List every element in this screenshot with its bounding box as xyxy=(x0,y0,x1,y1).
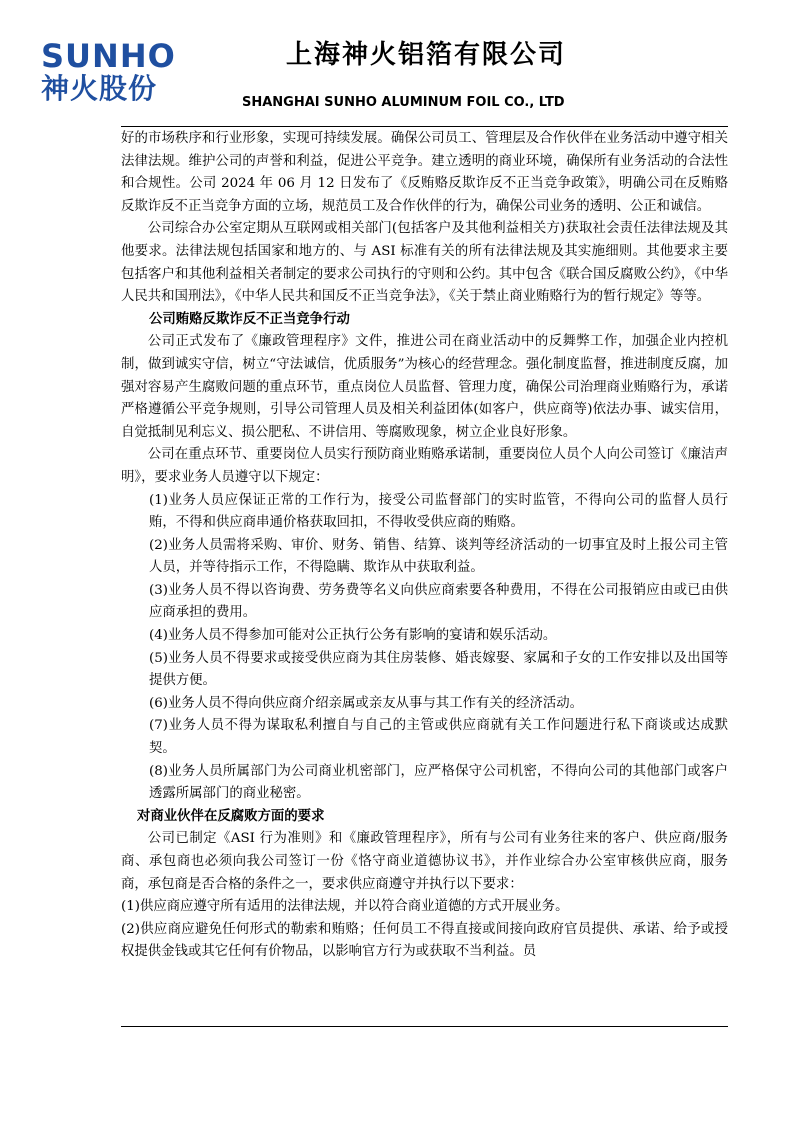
paragraph: 好的市场秩序和行业形象，实现可持续发展。确保公司员工、管理层及合作伙伴在业务活动中遵守相关法律法规。维护公司的声誉和利益，促进公平竞争。建立透明的商业环境，确保所有业务活动的合法性和合规性。公司 2024 年 06 月 12 日发布了《反贿赂反欺诈反不正当竞争政策》，明确公司在反贿赂反欺诈反不正当竞争方面的立场，规范员工及合作伙伴的行为，确保公司业务的透明、公正和诚信。 xyxy=(121,131,728,214)
company-logo xyxy=(41,37,176,112)
paragraph: 公司在重点环节、重要岗位人员实行预防商业贿赂承诺制，重要岗位人员个人向公司签订《廉洁声明》，要求业务人员遵守以下规定： xyxy=(121,447,728,485)
list-item: (2)业务人员需将采购、审价、财务、销售、结算、谈判等经济活动的一切事宜及时上报公司主管人员，并等待指示工作，不得隐瞒、欺诈从中获取利益。 xyxy=(149,537,728,576)
section-heading: 公司贿赂反欺诈反不正当竞争行动 xyxy=(149,311,350,327)
footer-divider xyxy=(121,1026,728,1027)
list-item: (7)业务人员不得为谋取私利擅自与自己的主管或供应商就有关工作问题进行私下商谈或达成默契。 xyxy=(149,718,728,757)
header-divider xyxy=(121,126,728,127)
paragraph: 公司正式发布了《廉政管理程序》文件，推进公司在商业活动中的反舞弊工作，加强企业内控机制，做到诚实守信，树立“守法诚信，优质服务”为核心的经营理念。强化制度监督，推进制度反腐，加强对容易产生腐败问题的重点环节，重点岗位人员监督、管理力度，确保公司治理商业贿赂行为，承诺严格遵循公平竞争规则，引导公司管理人员及相关利益团体(如客户，供应商等)依法办事、诚实信用，自觉抵制见利忘义、损公肥私、不讲信用、等腐败现象，树立企业良好形象。 xyxy=(121,334,728,440)
list-item: (1)供应商应遵守所有适用的法律法规，并以符合商业道德的方式开展业务。 xyxy=(121,899,569,915)
list-item: (3)业务人员不得以咨询费、劳务费等名义向供应商索要各种费用，不得在公司报销应由或已由供应商承担的费用。 xyxy=(149,582,728,621)
list-item: (6)业务人员不得向供应商介绍亲属或亲友从事与其工作有关的经济活动。 xyxy=(149,695,584,711)
document-body xyxy=(121,128,728,964)
section-heading: 对商业伙伴在反腐败方面的要求 xyxy=(137,808,325,824)
logo-subtext: 神火股份 xyxy=(41,72,158,105)
logo-text: SUNHO xyxy=(41,37,176,75)
list-item: (4)业务人员不得参加可能对公正执行公务有影响的宴请和娱乐活动。 xyxy=(149,628,557,644)
company-name-cn: 上海神火铝箔有限公司 xyxy=(286,40,567,70)
list-item: (8)业务人员所属部门为公司商业机密部门，应严格保守公司机密，不得向公司的其他部门或客户透露所属部门的商业秘密。 xyxy=(149,763,728,802)
list-item: (1)业务人员应保证正常的工作行为，接受公司监督部门的实时监管，不得向公司的监督人员行贿，不得和供应商串通价格获取回扣，不得收受供应商的贿赂。 xyxy=(149,492,728,531)
paragraph: 公司综合办公室定期从互联网或相关部门(包括客户及其他利益相关方)获取社会责任法律法规及其他要求。法律法规包括国家和地方的、与 ASI 标准有关的所有法律法规及其实施细则。其他要求主要包括客户和其他利益相关者制定的要求公司执行的守则和公约。其中包含《联合国反腐败公约》，《中华人民共和国刑法》，《中华人民共和国反不正当竞争法》，《关于禁止商业贿赂行为的暂行规定》等等。 xyxy=(121,221,728,305)
list-item: (5)业务人员不得要求或接受供应商为其住房装修、婚丧嫁娶、家属和子女的工作安排以及出国等提供方便。 xyxy=(149,650,728,689)
company-name-en: SHANGHAI SUNHO ALUMINUM FOIL CO., LTD xyxy=(242,95,565,110)
list-item: (2)供应商应避免任何形式的勒索和贿赂；任何员工不得直接或间接向政府官员提供、承诺、给予或授权提供金钱或其它任何有价物品，以影响官方行为或获取不当利益。员 xyxy=(121,921,728,960)
paragraph: 公司已制定《ASI 行为准则》和《廉政管理程序》，所有与公司有业务往来的客户、供应商/服务商、承包商也必须向我公司签订一份《恪守商业道德协议书》，并作业综合办公室审核供应商，服务商，承包商是否合格的条件之一，要求供应商遵守并执行以下要求： xyxy=(121,831,728,892)
